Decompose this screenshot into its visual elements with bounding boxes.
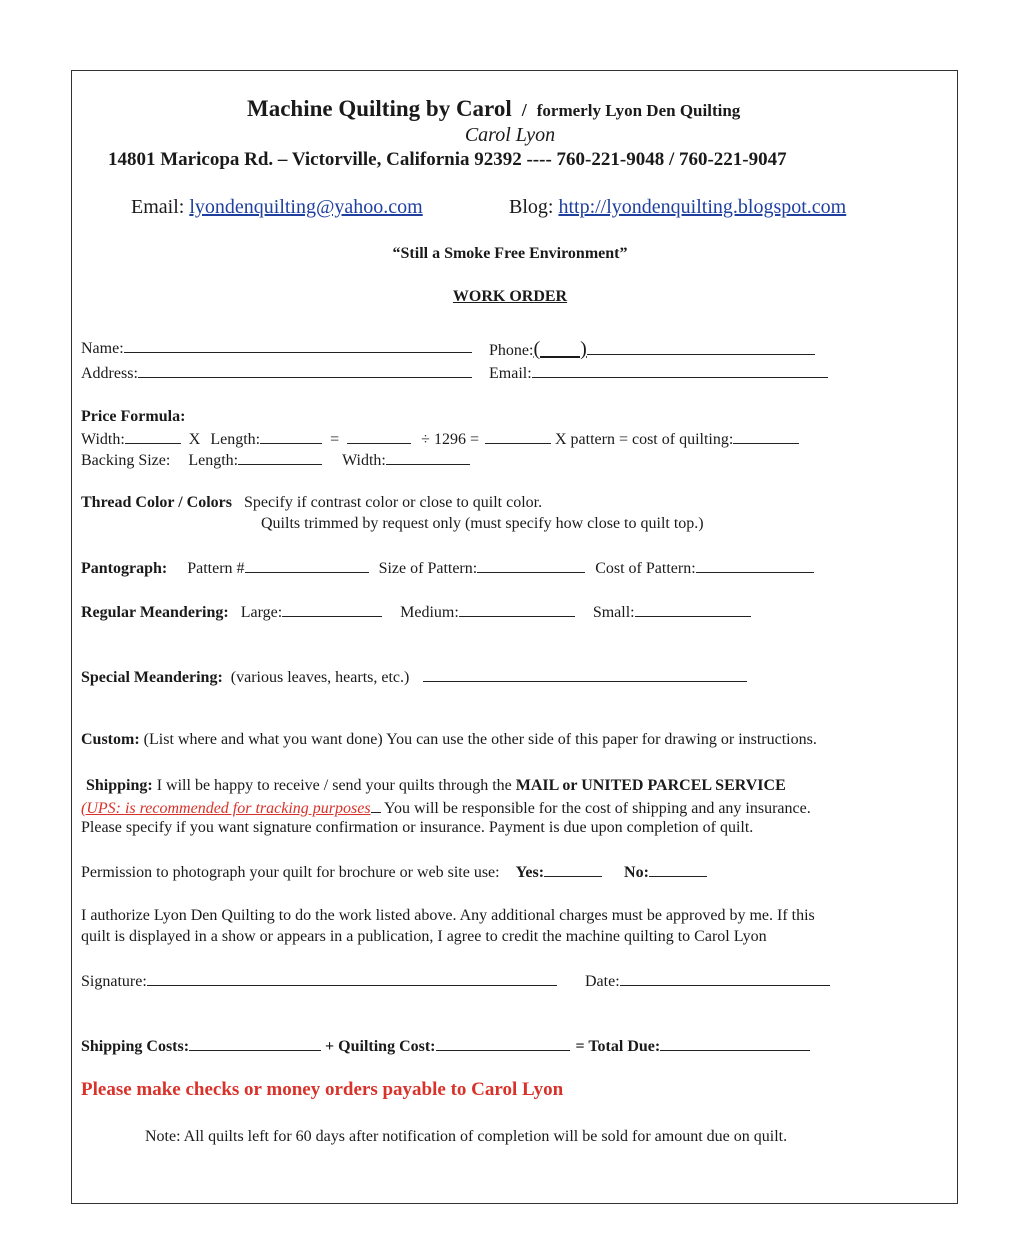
- signature-label: Signature:: [81, 973, 147, 990]
- owner-name: Carol Lyon: [464, 124, 556, 146]
- costs-row: [81, 1036, 810, 1056]
- shipping-line-3: Please specify if you want signature confirmation or insurance. Payment is due upon completion of quilt.: [81, 819, 754, 836]
- price-formula-row: [81, 429, 799, 449]
- business-name: Machine Quilting by Carol: [247, 96, 512, 121]
- backing-label: Backing Size:: [81, 452, 171, 469]
- medium-label: Medium:: [400, 604, 459, 621]
- shipping-heading: Shipping:: [86, 777, 153, 794]
- pattern-number-field[interactable]: [245, 558, 369, 573]
- yes-label: Yes:: [515, 864, 545, 881]
- regular-row: [81, 602, 751, 622]
- backing-width-field[interactable]: [386, 450, 470, 465]
- cost-of-pattern-label: Cost of Pattern:: [595, 560, 696, 577]
- size-of-pattern-field[interactable]: [477, 558, 585, 573]
- special-heading: Special Meandering:: [81, 669, 223, 686]
- name-row: [81, 338, 472, 358]
- shipping-line-2: You will be responsible for the cost of shipping and any insurance.: [383, 800, 811, 817]
- quilting-cost-label: + Quilting Cost:: [325, 1038, 436, 1055]
- phone-label: Phone:: [489, 342, 534, 359]
- backing-length-label: Length:: [188, 452, 239, 469]
- header-title-row: [247, 96, 740, 122]
- backing-length-field[interactable]: [238, 450, 322, 465]
- size-of-pattern-label: Size of Pattern:: [378, 560, 478, 577]
- pantograph-row: [81, 558, 814, 578]
- phone-row: [489, 338, 815, 361]
- price-heading: Price Formula:: [81, 408, 186, 425]
- total-due-field[interactable]: [660, 1036, 810, 1051]
- checks-notice: Please make checks or money orders payable to Carol Lyon: [81, 1079, 564, 1100]
- signature-field[interactable]: [147, 971, 557, 986]
- total-due-label: = Total Due:: [575, 1038, 661, 1055]
- contact-email-label: Email:: [489, 365, 532, 382]
- shipping-row-1: [86, 777, 786, 795]
- motto: “Still a Smoke Free Environment”: [392, 245, 628, 262]
- backing-width-label: Width:: [342, 452, 386, 469]
- date-row: [585, 971, 830, 991]
- email-row: [131, 196, 423, 219]
- ups-line: [371, 798, 381, 813]
- thread-line-1: Specify if contrast color or close to quilt color.: [243, 494, 543, 511]
- width-field[interactable]: [125, 429, 181, 444]
- completion-note: Note: All quilts left for 60 days after notification of completion will be sold for amount due on quilt.: [145, 1128, 788, 1145]
- address-label: Address:: [81, 365, 138, 382]
- divide-text: ÷ 1296 =: [421, 431, 479, 448]
- authorize-line-1: I authorize Lyon Den Quilting to do the work listed above. Any additional charges must be approved by me. If this: [81, 907, 815, 924]
- pattern-text: X pattern = cost of quilting:: [554, 431, 734, 448]
- pattern-number-label: Pattern #: [187, 560, 245, 577]
- email-link[interactable]: lyondenquilting@yahoo.com: [189, 196, 423, 218]
- formerly-name: formerly Lyon Den Quilting: [536, 101, 741, 120]
- regular-heading: Regular Meandering:: [81, 604, 229, 621]
- name-field[interactable]: [124, 338, 472, 353]
- shipping-line-1b: MAIL or UNITED PARCEL SERVICE: [515, 777, 786, 794]
- large-field[interactable]: [282, 602, 382, 617]
- no-field[interactable]: [649, 862, 707, 877]
- date-field[interactable]: [620, 971, 830, 986]
- small-label: Small:: [592, 604, 635, 621]
- signature-row: [81, 971, 557, 991]
- special-note: (various leaves, hearts, etc.): [230, 669, 410, 686]
- title-separator: /: [521, 100, 527, 120]
- phone-area-code-field[interactable]: ( ): [533, 338, 587, 360]
- sq-yards-field[interactable]: [485, 429, 551, 444]
- large-label: Large:: [240, 604, 283, 621]
- thread-line-2: Quilts trimmed by request only (must specify how close to quilt top.): [261, 515, 704, 532]
- small-field[interactable]: [635, 602, 751, 617]
- shipping-costs-field[interactable]: [189, 1036, 321, 1051]
- blog-row: [509, 196, 846, 219]
- address-line: 14801 Maricopa Rd. – Victorville, California 92392 ---- 760-221-9048 / 760-221-9047: [108, 149, 787, 170]
- authorize-line-2: quilt is displayed in a show or appears in a publication, I agree to credit the machine quilting to Carol Lyon: [81, 928, 767, 945]
- form-border: [71, 70, 958, 1204]
- shipping-row-2: [81, 798, 811, 818]
- custom-heading: Custom:: [81, 731, 140, 748]
- times-sign: X: [188, 431, 201, 448]
- permission-row: [81, 862, 707, 882]
- length-label: Length:: [210, 431, 261, 448]
- blog-label: Blog:: [509, 196, 554, 218]
- cost-of-pattern-field[interactable]: [696, 558, 814, 573]
- quilting-cost-field[interactable]: [436, 1036, 570, 1051]
- email-label: Email:: [131, 196, 185, 218]
- contact-email-field[interactable]: [532, 363, 828, 378]
- phone-number-field[interactable]: [587, 340, 815, 355]
- width-label: Width:: [81, 431, 125, 448]
- form-title: WORK ORDER: [452, 288, 568, 305]
- address-field[interactable]: [138, 363, 472, 378]
- backing-row: [81, 450, 470, 470]
- special-row: [81, 667, 747, 687]
- thread-row: [81, 494, 542, 512]
- custom-text: (List where and what you want done) You can use the other side of this paper for drawing or instructions.: [143, 731, 817, 748]
- thread-heading: Thread Color / Colors: [81, 494, 232, 511]
- shipping-costs-label: Shipping Costs:: [81, 1038, 190, 1055]
- blog-link[interactable]: http://lyondenquilting.blogspot.com: [558, 196, 847, 218]
- name-label: Name:: [81, 340, 124, 357]
- shipping-line-1a: I will be happy to receive / send your quilts through the: [156, 777, 512, 794]
- equals-sign: =: [330, 431, 340, 448]
- ups-note: (UPS: is recommended for tracking purposes: [81, 800, 371, 817]
- no-label: No:: [624, 864, 649, 881]
- cost-of-quilting-field[interactable]: [733, 429, 799, 444]
- yes-field[interactable]: [544, 862, 602, 877]
- contact-email-row: [489, 363, 828, 383]
- date-label: Date:: [585, 973, 620, 990]
- sq-inches-field[interactable]: [347, 429, 411, 444]
- custom-row: [81, 731, 817, 749]
- medium-field[interactable]: [459, 602, 575, 617]
- length-field[interactable]: [260, 429, 322, 444]
- special-field[interactable]: [423, 667, 747, 682]
- pantograph-heading: Pantograph:: [81, 560, 168, 577]
- address-row: [81, 363, 472, 383]
- permission-text: Permission to photograph your quilt for brochure or web site use:: [81, 864, 500, 881]
